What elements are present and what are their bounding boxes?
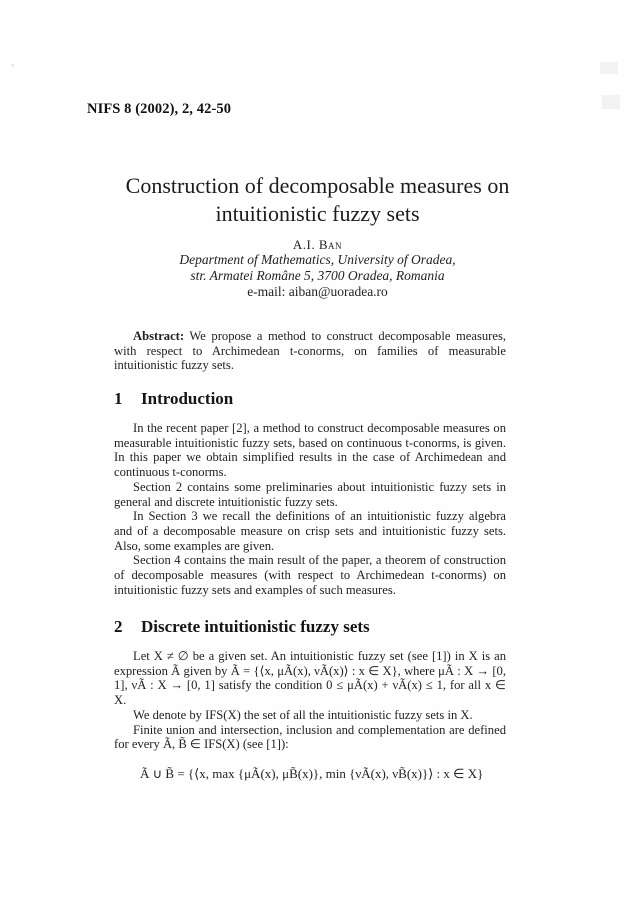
author-initials: A.I.: [292, 237, 319, 252]
abstract: [114, 329, 506, 373]
scan-artifact: [11, 64, 14, 67]
scan-artifact: [602, 95, 620, 109]
affiliation-line: str. Armatei Române 5, 3700 Oradea, Romania: [190, 268, 445, 283]
journal-reference: NIFS 8 (2002), 2, 42-50: [87, 101, 232, 117]
author-name: [100, 237, 535, 253]
section-heading: [114, 617, 370, 637]
paragraph: Let X ≠ ∅ be a given set. An intuitionistic fuzzy set (see [1]) in X is an expression Ã given by Ã = {⟨x, μÃ(x), νÃ(x)⟩ : x ∈ X}, where μÃ : X → [0, 1], νÃ : X → [0, 1] satisfy the condition 0 ≤ μÃ(x) + νÃ(x) ≤ 1, for all x ∈ X.: [114, 649, 506, 708]
paragraph: In Section 3 we recall the definitions of an intuitionistic fuzzy algebra and of a decomposable measure on crisp sets and intuitionistic fuzzy sets. Also, some examples are given.: [114, 509, 506, 553]
paragraph: In the recent paper [2], a method to construct decomposable measures on measurable intuitionistic fuzzy sets, based on continuous t-conorms, is given. In this paper we obtain simplified results in the case of Archimedean and continuous t-conorms.: [114, 421, 506, 480]
paragraph: Section 2 contains some preliminaries about intuitionistic fuzzy sets in general and discrete intuitionistic fuzzy sets.: [114, 479, 506, 509]
section-body: [114, 649, 506, 752]
paper-title: [100, 172, 535, 228]
section-title: Introduction: [141, 389, 234, 408]
author-email: e-mail: aiban@uoradea.ro: [247, 284, 388, 299]
section-heading: [114, 389, 233, 409]
scan-artifact: [600, 62, 618, 74]
paragraph: We denote by IFS(X) the set of all the intuitionistic fuzzy sets in X.: [133, 707, 473, 722]
abstract-label: Abstract:: [133, 329, 185, 343]
union-formula: Ã ∪ B̃ = {⟨x, max {μÃ(x), μB̃(x)}, min {νÃ(x), νB̃(x)}⟩ : x ∈ X}: [140, 766, 484, 781]
section-title: Discrete intuitionistic fuzzy sets: [141, 617, 370, 636]
abstract-text: We propose a method to construct decomposable measures, with respect to Archimedean t-conorms, on families of measurable intuitionistic fuzzy sets.: [114, 329, 506, 373]
paragraph: Finite union and intersection, inclusion and complementation are defined for every Ã, B̃ ∈ IFS(X) (see [1]):: [114, 722, 506, 752]
section-body: [114, 421, 506, 597]
paragraph: Section 4 contains the main result of the paper, a theorem of construction of decomposable measures (with respect to Archimedean t-conorms) on intuitionistic fuzzy sets and examples of such measures.: [114, 553, 506, 597]
affiliation-line: Department of Mathematics, University of Oradea,: [179, 252, 456, 267]
section-number: 1: [114, 389, 123, 408]
affiliation: [100, 252, 535, 284]
title-line: intuitionistic fuzzy sets: [215, 201, 420, 226]
section-number: 2: [114, 617, 123, 636]
author-surname: Ban: [318, 237, 343, 252]
title-line: Construction of decomposable measures on: [125, 173, 510, 198]
